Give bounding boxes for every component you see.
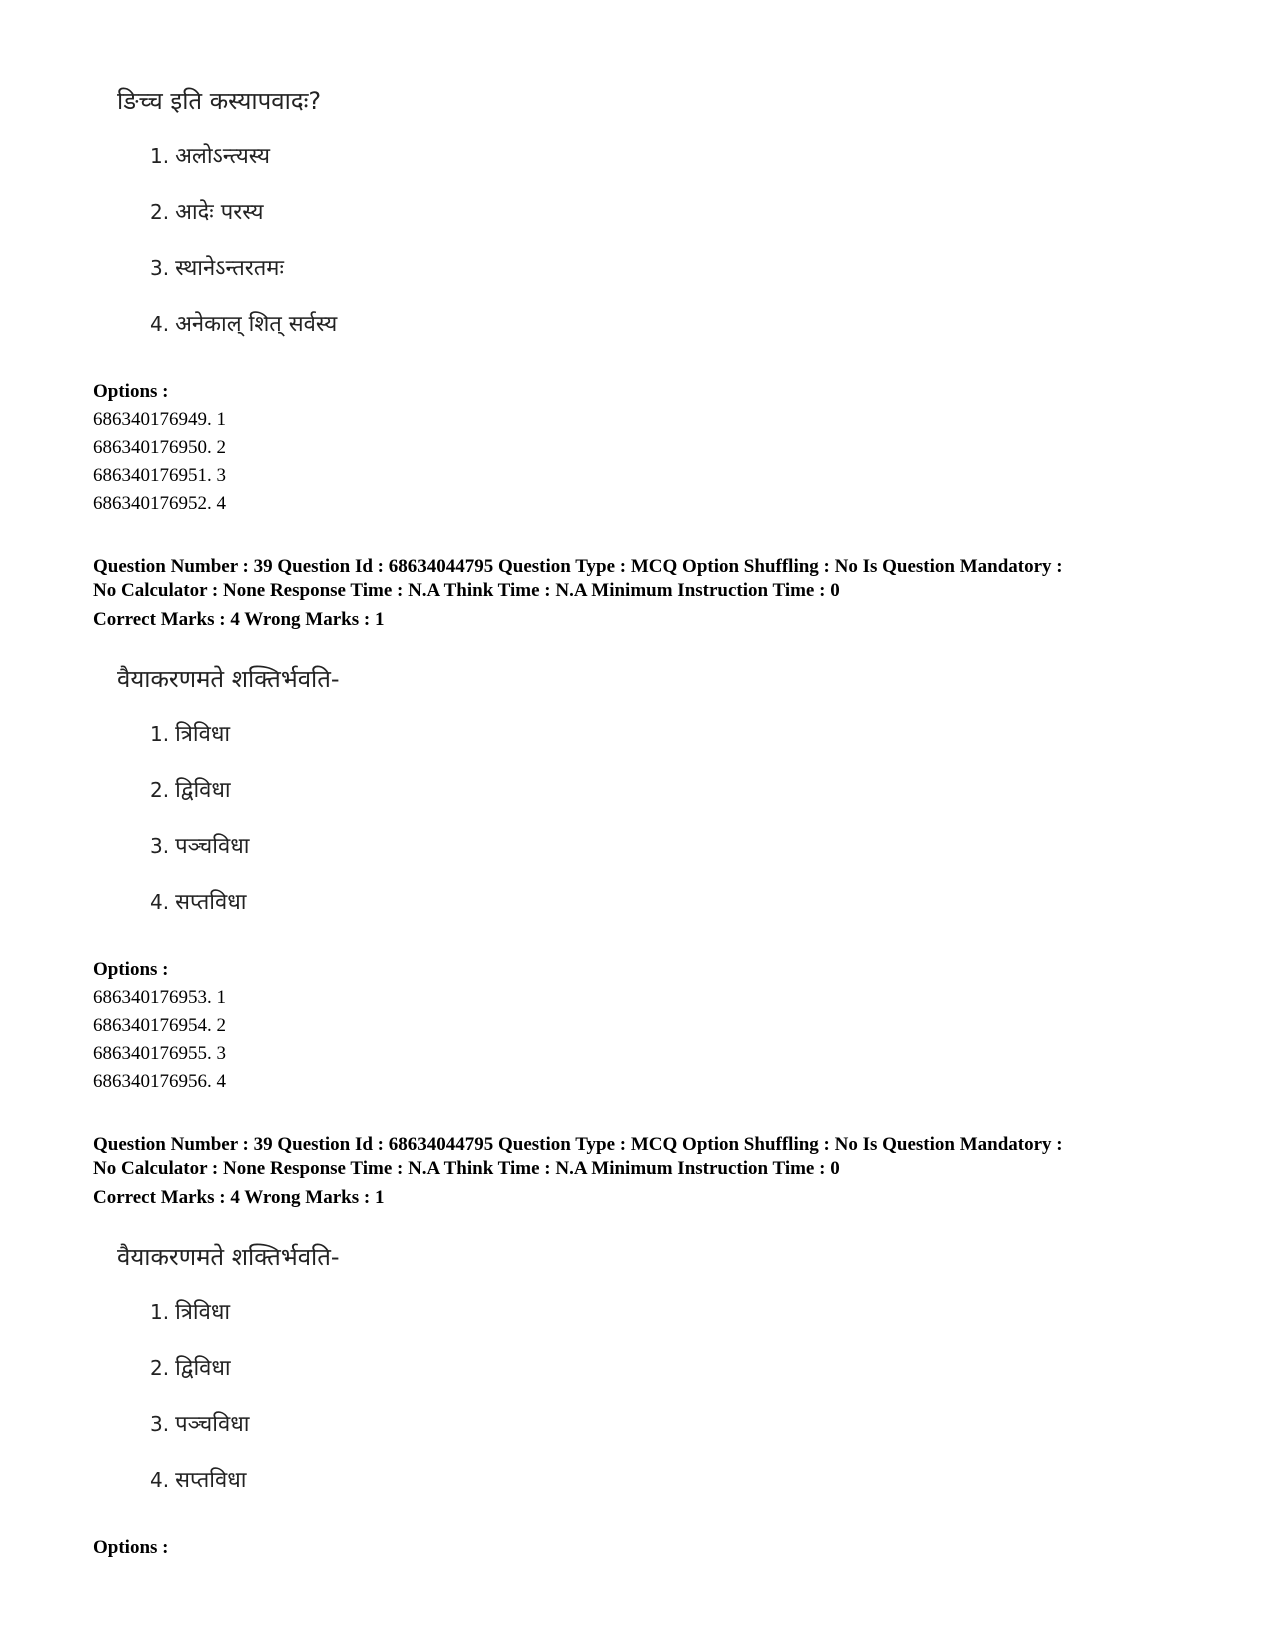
option-line: 686340176949. 1 bbox=[93, 409, 226, 430]
option-line: 686340176951. 3 bbox=[93, 465, 226, 486]
choice-text: अलोऽन्त्यस्य bbox=[175, 144, 271, 169]
choice-item bbox=[150, 196, 264, 229]
question-stem: वैयाकरणमते शक्तिर्भवति- bbox=[117, 1243, 340, 1271]
choice-item bbox=[150, 1464, 246, 1497]
choice-text: द्विविधा bbox=[175, 1356, 231, 1381]
choice-item bbox=[150, 830, 249, 863]
choice-item bbox=[150, 718, 230, 751]
option-line: 686340176956. 4 bbox=[93, 1071, 226, 1092]
choice-number: 1. bbox=[150, 722, 170, 746]
marks-line: Correct Marks : 4 Wrong Marks : 1 bbox=[93, 1187, 385, 1208]
choice-text: सप्तविधा bbox=[175, 890, 247, 915]
choice-text: स्थानेऽन्तरतमः bbox=[175, 256, 284, 281]
options-label: Options : bbox=[93, 959, 169, 980]
choice-text: आदेः परस्य bbox=[175, 200, 264, 225]
choice-number: 2. bbox=[150, 778, 170, 802]
choice-text: द्विविधा bbox=[175, 778, 231, 803]
choice-number: 1. bbox=[150, 144, 170, 168]
choice-number: 4. bbox=[150, 312, 170, 336]
option-line: 686340176955. 3 bbox=[93, 1043, 226, 1064]
question-meta-line: No Calculator : None Response Time : N.A Think Time : N.A Minimum Instruction Time : 0 bbox=[93, 580, 840, 601]
choice-number: 4. bbox=[150, 1468, 170, 1492]
choice-text: त्रिविधा bbox=[175, 722, 231, 747]
choice-number: 2. bbox=[150, 1356, 170, 1380]
choice-text: पञ्चविधा bbox=[175, 834, 250, 859]
choice-number: 1. bbox=[150, 1300, 170, 1324]
question-meta-line: No Calculator : None Response Time : N.A Think Time : N.A Minimum Instruction Time : 0 bbox=[93, 1158, 840, 1179]
marks-line: Correct Marks : 4 Wrong Marks : 1 bbox=[93, 609, 385, 630]
option-line: 686340176952. 4 bbox=[93, 493, 226, 514]
question-meta-line: Question Number : 39 Question Id : 68634044795 Question Type : MCQ Option Shuffling : No Is Question Mandatory : bbox=[93, 1134, 1063, 1155]
question-meta bbox=[93, 555, 1203, 603]
choice-number: 2. bbox=[150, 200, 170, 224]
choice-item bbox=[150, 774, 231, 807]
question-meta bbox=[93, 1133, 1203, 1181]
choice-item bbox=[150, 886, 246, 919]
question-stem: ङिच्च इति कस्यापवादः? bbox=[117, 87, 322, 115]
choice-number: 4. bbox=[150, 890, 170, 914]
choice-number: 3. bbox=[150, 834, 170, 858]
choice-item bbox=[150, 308, 337, 341]
question-meta-line: Question Number : 39 Question Id : 68634044795 Question Type : MCQ Option Shuffling : No Is Question Mandatory : bbox=[93, 556, 1063, 577]
option-line: 686340176954. 2 bbox=[93, 1015, 226, 1036]
choice-item bbox=[150, 1296, 230, 1329]
choice-number: 3. bbox=[150, 256, 170, 280]
option-line: 686340176953. 1 bbox=[93, 987, 226, 1008]
choice-text: पञ्चविधा bbox=[175, 1412, 250, 1437]
options-label: Options : bbox=[93, 381, 169, 402]
choice-text: त्रिविधा bbox=[175, 1300, 231, 1325]
choice-item bbox=[150, 140, 270, 173]
choice-item bbox=[150, 1352, 231, 1385]
choice-number: 3. bbox=[150, 1412, 170, 1436]
choice-item bbox=[150, 252, 284, 285]
question-stem: वैयाकरणमते शक्तिर्भवति- bbox=[117, 665, 340, 693]
choice-text: अनेकाल् शित् सर्वस्य bbox=[175, 312, 338, 337]
choice-item bbox=[150, 1408, 249, 1441]
option-line: 686340176950. 2 bbox=[93, 437, 226, 458]
choice-text: सप्तविधा bbox=[175, 1468, 247, 1493]
options-label: Options : bbox=[93, 1537, 169, 1558]
